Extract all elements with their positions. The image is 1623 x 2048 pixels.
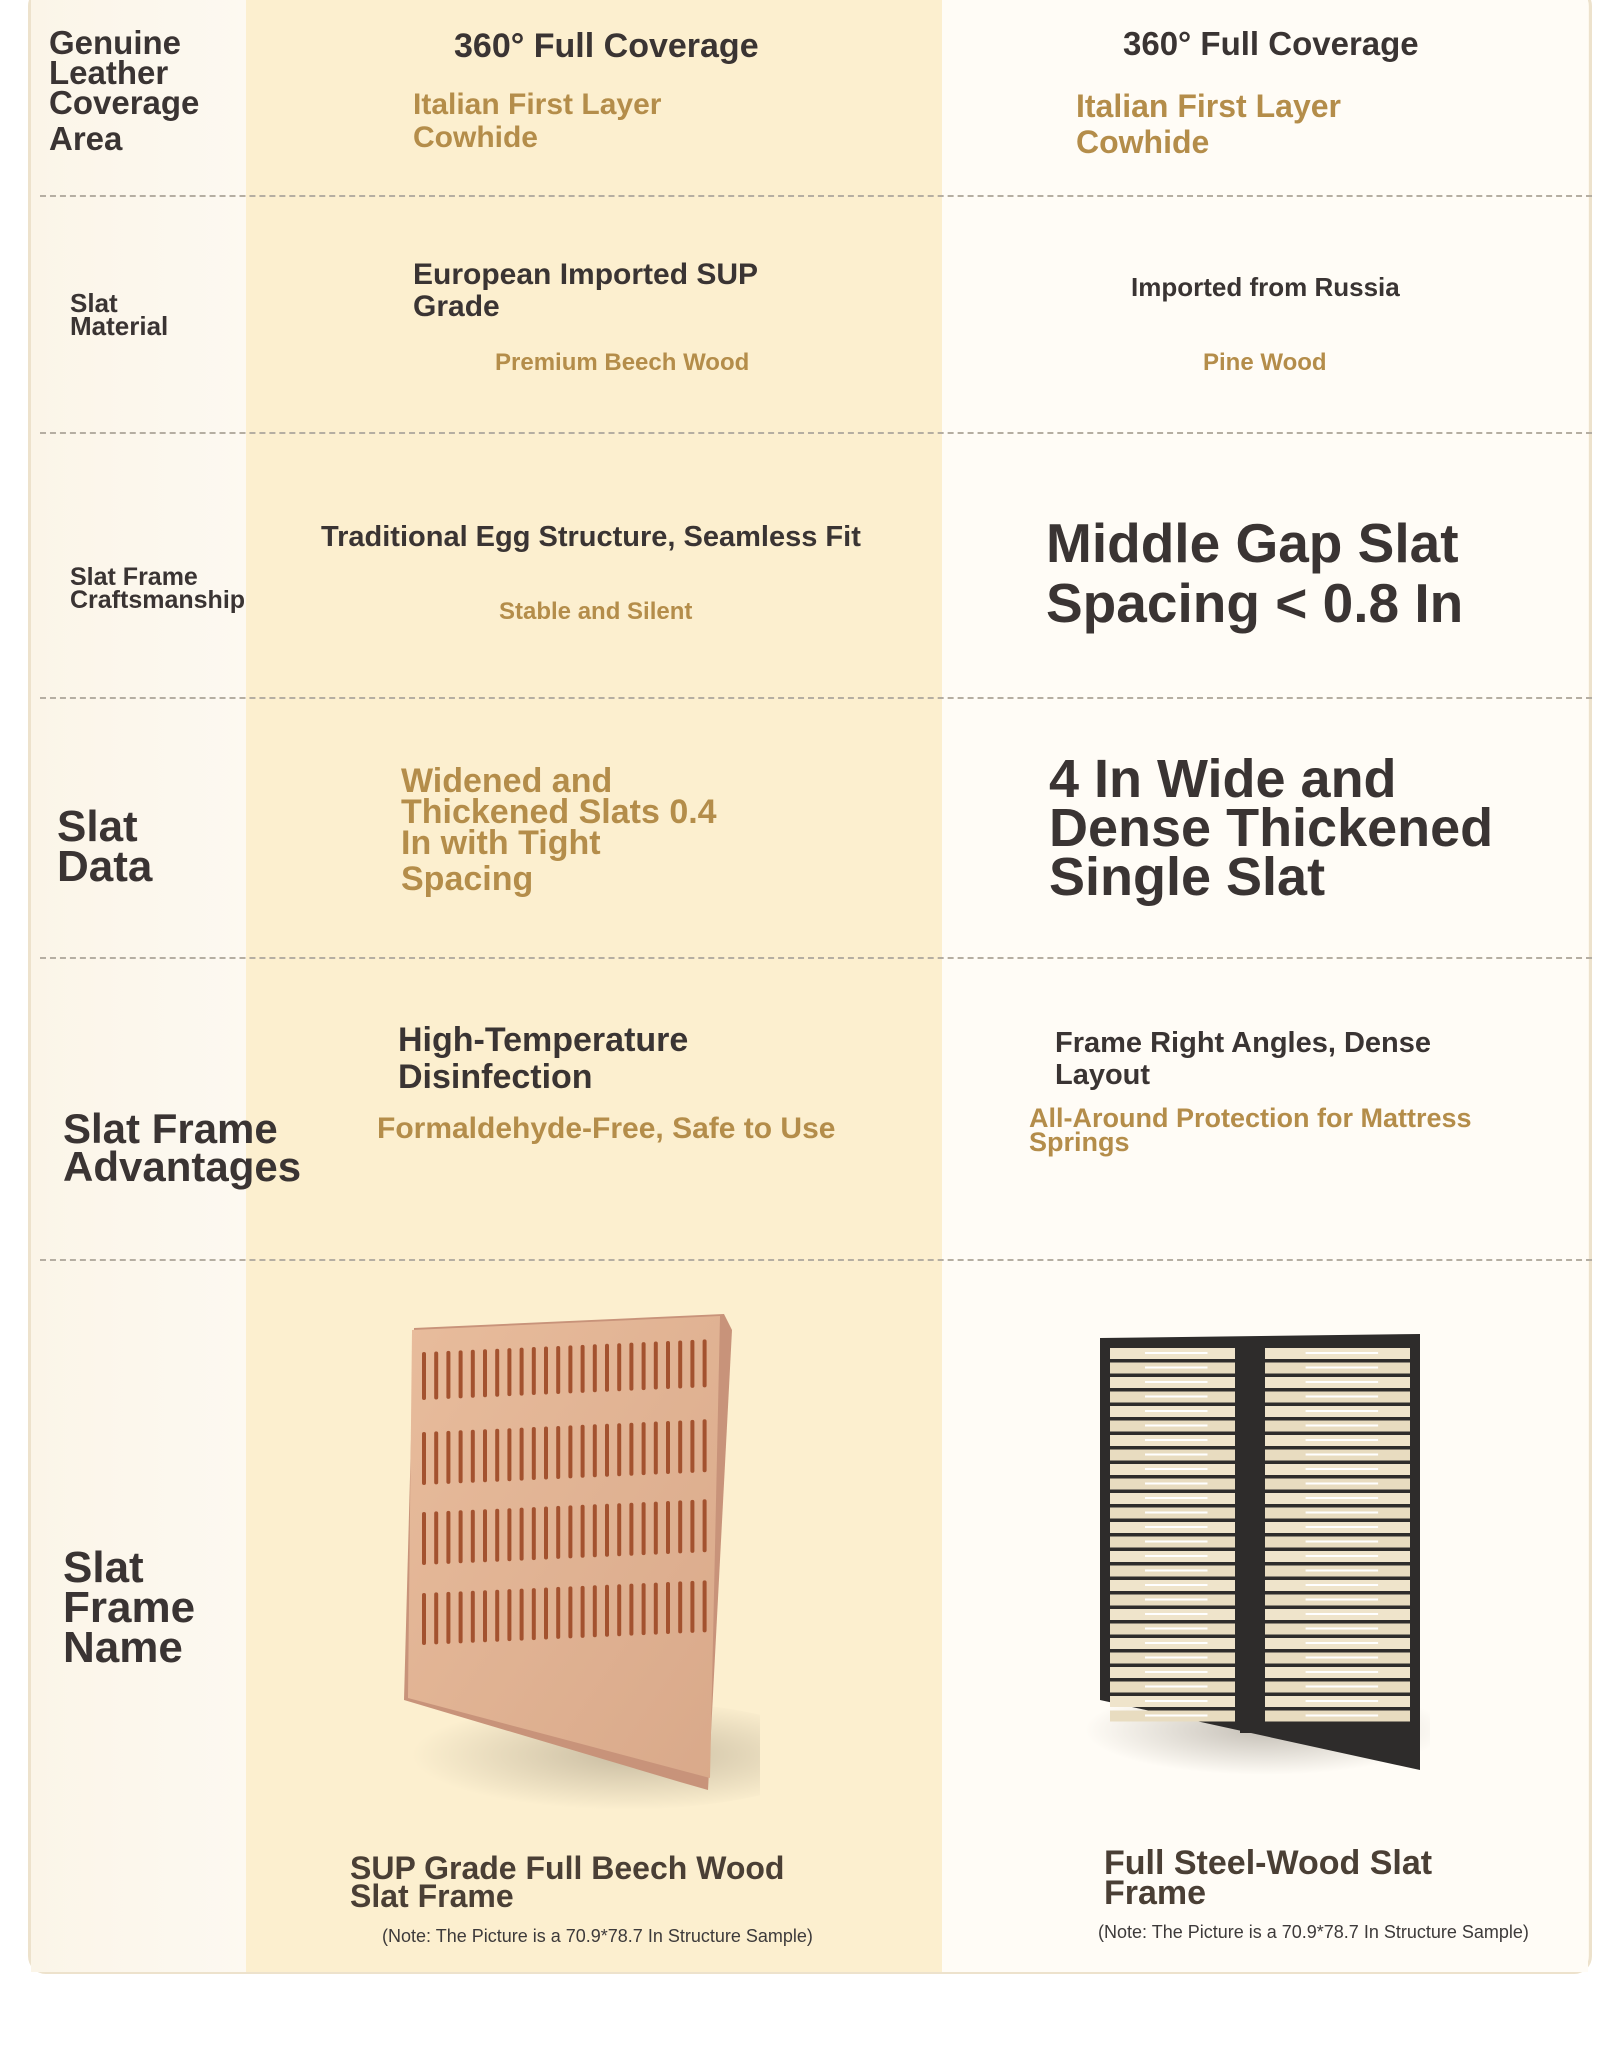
left-cell-title: Traditional Egg Structure, Seamless Fit — [321, 521, 861, 553]
subtitle-line: Widened and — [401, 762, 613, 800]
slot-mark — [544, 1427, 548, 1480]
slot-mark — [605, 1344, 609, 1392]
slot-mark — [544, 1347, 548, 1395]
slot-mark — [446, 1351, 450, 1399]
slat-highlight-mark — [1306, 1497, 1379, 1499]
slot-mark — [581, 1425, 585, 1478]
slot-mark — [666, 1421, 670, 1474]
slat-highlight-mark — [1306, 1526, 1379, 1528]
slat-highlight-mark — [1145, 1671, 1208, 1673]
slat-highlight-mark — [1306, 1483, 1379, 1485]
left-cell-title — [413, 259, 758, 323]
row-label-line: Data — [57, 842, 153, 891]
slot-mark — [520, 1348, 524, 1396]
slat-highlight-mark — [1145, 1570, 1208, 1572]
slat-highlight-mark — [1145, 1425, 1208, 1427]
slot-mark — [678, 1421, 682, 1474]
row-label-line: Slat — [57, 802, 138, 851]
slot-mark — [446, 1511, 450, 1564]
row-label-line: Genuine — [49, 24, 182, 61]
slat-highlight-mark — [1306, 1671, 1379, 1673]
right-cell-subtitle — [1029, 1103, 1472, 1157]
row-divider — [40, 957, 1592, 959]
subtitle-line: Springs — [1029, 1127, 1130, 1157]
slat-highlight-mark — [1306, 1410, 1379, 1412]
title-line: Single Slat — [1049, 847, 1326, 907]
slat-highlight-mark — [1145, 1526, 1208, 1528]
title-line: SUP Grade Full Beech Wood — [350, 1850, 785, 1886]
slot-mark — [581, 1586, 585, 1638]
slot-mark — [446, 1592, 450, 1644]
row-label-line: Area — [49, 120, 123, 157]
slat-highlight-mark — [1145, 1439, 1208, 1441]
subtitle-line: Italian First Layer — [413, 88, 662, 121]
title-line: European Imported SUP — [413, 258, 759, 291]
left-cell-subtitle: Formaldehyde-Free, Safe to Use — [377, 1112, 836, 1145]
slot-mark — [520, 1589, 524, 1641]
slot-mark — [654, 1502, 658, 1555]
left-cell-subtitle: Premium Beech Wood — [495, 349, 750, 376]
slat-highlight-mark — [1145, 1483, 1208, 1485]
slot-mark — [459, 1350, 463, 1398]
slot-mark — [629, 1503, 633, 1556]
slat-highlight-mark — [1145, 1700, 1208, 1702]
right-cell-title — [1046, 513, 1463, 633]
slot-mark — [507, 1428, 511, 1481]
slot-mark — [495, 1429, 499, 1482]
slot-mark — [520, 1428, 524, 1481]
slot-mark — [495, 1590, 499, 1642]
slot-mark — [544, 1507, 548, 1560]
row-label — [70, 288, 169, 341]
right-cell-title — [1049, 749, 1494, 907]
slot-mark — [532, 1347, 536, 1395]
row-label-line: Material — [70, 311, 169, 341]
slot-mark — [690, 1420, 694, 1473]
right-cell-title: 360° Full Coverage — [1123, 25, 1419, 62]
slat-highlight-mark — [1306, 1439, 1379, 1441]
title-line: Grade — [413, 290, 500, 323]
row-label-line: Frame — [63, 1583, 196, 1632]
slot-mark — [690, 1581, 694, 1633]
slot-mark — [666, 1501, 670, 1554]
slat-highlight-mark — [1145, 1396, 1208, 1398]
slot-mark — [532, 1507, 536, 1560]
row-divider — [40, 1259, 1592, 1261]
slot-mark — [703, 1580, 707, 1632]
left-cell-title: 360° Full Coverage — [454, 27, 759, 65]
slot-mark — [483, 1509, 487, 1562]
slot-mark — [532, 1588, 536, 1640]
slat-highlight-mark — [1145, 1555, 1208, 1557]
slot-mark — [593, 1585, 597, 1637]
slot-mark — [581, 1345, 585, 1393]
slot-mark — [556, 1426, 560, 1479]
left-cell-subtitle — [413, 88, 661, 154]
right-cell-subtitle: Pine Wood — [1203, 349, 1327, 376]
slot-mark — [471, 1510, 475, 1563]
left-product-name — [350, 1850, 785, 1914]
subtitle-line: In with Tight — [401, 824, 601, 862]
slot-mark — [642, 1342, 646, 1390]
title-line: Dense Thickened — [1049, 798, 1494, 858]
slot-mark — [507, 1589, 511, 1641]
slot-mark — [459, 1591, 463, 1643]
slat-highlight-mark — [1306, 1541, 1379, 1543]
left-cell-subtitle — [401, 762, 717, 898]
left-product-note: (Note: The Picture is a 70.9*78.7 In Structure Sample) — [382, 1926, 813, 1946]
slot-mark — [690, 1500, 694, 1553]
slot-mark — [617, 1584, 621, 1636]
row-label — [57, 802, 153, 891]
steel-wood-slat-frame-icon — [1050, 1320, 1430, 1800]
slat-highlight-mark — [1306, 1468, 1379, 1470]
slot-mark — [617, 1503, 621, 1556]
slot-mark — [568, 1505, 572, 1558]
slat-highlight-mark — [1306, 1454, 1379, 1456]
row-label-line: Slat Frame — [70, 563, 198, 591]
row-divider — [40, 195, 1592, 197]
slot-mark — [532, 1427, 536, 1480]
slat-highlight-mark — [1145, 1541, 1208, 1543]
slat-highlight-mark — [1145, 1599, 1208, 1601]
row-label-line: Slat — [63, 1543, 144, 1592]
title-line: Disinfection — [398, 1058, 593, 1096]
slat-highlight-mark — [1306, 1570, 1379, 1572]
slot-mark — [703, 1339, 707, 1387]
slat-highlight-mark — [1306, 1599, 1379, 1601]
row-label-line: Slat Frame — [63, 1105, 278, 1152]
slat-highlight-mark — [1145, 1512, 1208, 1514]
slot-mark — [459, 1510, 463, 1563]
row-divider — [40, 697, 1592, 699]
slot-mark — [678, 1581, 682, 1633]
slat-highlight-mark — [1306, 1657, 1379, 1659]
row-label-line: Coverage — [49, 84, 200, 121]
slat-highlight-mark — [1145, 1642, 1208, 1644]
slat-highlight-mark — [1145, 1468, 1208, 1470]
row-label — [70, 563, 246, 614]
title-line: Full Steel-Wood Slat — [1104, 1844, 1433, 1882]
row-label-line: Advantages — [63, 1143, 302, 1190]
title-line: Layout — [1055, 1059, 1151, 1091]
slat-highlight-mark — [1145, 1715, 1208, 1717]
slat-highlight-mark — [1306, 1367, 1379, 1369]
slot-mark — [520, 1508, 524, 1561]
slot-mark — [605, 1424, 609, 1477]
row-label-line: Slat — [70, 288, 118, 318]
row-label-line: Leather — [49, 54, 169, 91]
slot-mark — [434, 1352, 438, 1400]
slot-mark — [593, 1504, 597, 1557]
left-cell-title — [398, 1022, 688, 1096]
title-line: Frame Right Angles, Dense — [1055, 1027, 1432, 1059]
slat-highlight-mark — [1145, 1410, 1208, 1412]
row-label — [63, 1543, 196, 1672]
slot-mark — [483, 1429, 487, 1482]
slat-highlight-mark — [1306, 1715, 1379, 1717]
slat-highlight-mark — [1306, 1700, 1379, 1702]
slot-mark — [617, 1423, 621, 1476]
slot-mark — [642, 1502, 646, 1555]
slot-mark — [593, 1424, 597, 1477]
slat-highlight-mark — [1306, 1584, 1379, 1586]
slot-mark — [471, 1430, 475, 1483]
row-label — [49, 24, 200, 157]
slot-mark — [471, 1350, 475, 1398]
title-line: High-Temperature — [398, 1021, 689, 1059]
title-line: Frame — [1104, 1874, 1207, 1912]
title-line: Spacing < 0.8 In — [1046, 572, 1464, 634]
slot-mark — [617, 1343, 621, 1391]
slat-highlight-mark — [1306, 1686, 1379, 1688]
slot-mark — [483, 1590, 487, 1642]
beech-wood-slat-frame-icon — [360, 1300, 760, 1820]
slat-highlight-mark — [1306, 1613, 1379, 1615]
slot-mark — [666, 1341, 670, 1389]
slat-highlight-mark — [1306, 1352, 1379, 1354]
right-cell-subtitle — [1076, 88, 1341, 160]
slat-highlight-mark — [1145, 1686, 1208, 1688]
slat-highlight-mark — [1145, 1628, 1208, 1630]
row-label-line: Name — [63, 1623, 183, 1672]
slot-mark — [605, 1504, 609, 1557]
slot-mark — [654, 1342, 658, 1390]
slot-mark — [654, 1422, 658, 1475]
row-label — [63, 1105, 302, 1190]
right-product-note: (Note: The Picture is a 70.9*78.7 In Structure Sample) — [1098, 1922, 1529, 1942]
slot-mark — [568, 1345, 572, 1393]
slat-highlight-mark — [1145, 1497, 1208, 1499]
title-line: 4 In Wide and — [1049, 749, 1397, 809]
right-cell-title — [1055, 1027, 1431, 1091]
right-product-name — [1104, 1844, 1433, 1912]
subtitle-line: Cowhide — [413, 121, 538, 154]
left-cell-subtitle: Stable and Silent — [499, 598, 693, 625]
slot-mark — [629, 1584, 633, 1636]
subtitle-line: Italian First Layer — [1076, 88, 1341, 124]
slot-mark — [654, 1583, 658, 1635]
subtitle-line: All-Around Protection for Mattress — [1029, 1103, 1472, 1133]
slat-highlight-mark — [1306, 1381, 1379, 1383]
right-cell-title: Imported from Russia — [1131, 272, 1400, 302]
slot-mark — [703, 1499, 707, 1552]
slot-mark — [568, 1425, 572, 1478]
slat-highlight-mark — [1306, 1512, 1379, 1514]
slot-mark — [422, 1352, 426, 1400]
slat-highlight-mark — [1306, 1555, 1379, 1557]
slot-mark — [605, 1585, 609, 1637]
slat-highlight-mark — [1145, 1352, 1208, 1354]
slot-mark — [422, 1593, 426, 1645]
slot-mark — [434, 1431, 438, 1484]
beech-wood-slat-frame-image — [360, 1300, 760, 1820]
steel-wood-slat-frame-image — [1050, 1320, 1430, 1800]
row-label-line: Craftsmanship — [70, 586, 246, 614]
slot-mark — [581, 1505, 585, 1558]
slot-mark — [507, 1508, 511, 1561]
slot-mark — [629, 1343, 633, 1391]
slot-mark — [642, 1422, 646, 1475]
slat-highlight-mark — [1306, 1425, 1379, 1427]
slot-mark — [446, 1431, 450, 1484]
subtitle-line: Cowhide — [1076, 124, 1210, 160]
subtitle-line: Thickened Slats 0.4 — [401, 793, 717, 831]
slot-mark — [422, 1432, 426, 1485]
slat-highlight-mark — [1306, 1396, 1379, 1398]
slot-mark — [593, 1344, 597, 1392]
slot-mark — [483, 1349, 487, 1397]
slot-mark — [642, 1583, 646, 1635]
slat-highlight-mark — [1145, 1613, 1208, 1615]
slot-mark — [495, 1509, 499, 1562]
slot-mark — [690, 1340, 694, 1388]
slot-mark — [471, 1591, 475, 1643]
slot-mark — [678, 1500, 682, 1553]
title-line: Slat Frame — [350, 1878, 514, 1914]
slat-highlight-mark — [1145, 1584, 1208, 1586]
slat-highlight-mark — [1306, 1642, 1379, 1644]
slot-mark — [544, 1588, 548, 1640]
row-divider — [40, 432, 1592, 434]
slot-mark — [507, 1348, 511, 1396]
slat-highlight-mark — [1145, 1381, 1208, 1383]
slot-mark — [629, 1423, 633, 1476]
subtitle-line: Spacing — [401, 860, 534, 898]
slot-mark — [703, 1419, 707, 1472]
slot-mark — [434, 1511, 438, 1564]
slot-mark — [556, 1587, 560, 1639]
slat-highlight-mark — [1145, 1367, 1208, 1369]
slot-mark — [678, 1341, 682, 1389]
slot-mark — [556, 1506, 560, 1559]
slot-mark — [495, 1349, 499, 1397]
slot-mark — [434, 1592, 438, 1644]
slot-mark — [459, 1430, 463, 1483]
slat-highlight-mark — [1145, 1454, 1208, 1456]
slot-mark — [568, 1586, 572, 1638]
title-line: Middle Gap Slat — [1046, 512, 1459, 574]
slot-mark — [422, 1512, 426, 1565]
slat-highlight-mark — [1145, 1657, 1208, 1659]
slot-mark — [666, 1582, 670, 1634]
slat-highlight-mark — [1306, 1628, 1379, 1630]
slot-mark — [556, 1346, 560, 1394]
